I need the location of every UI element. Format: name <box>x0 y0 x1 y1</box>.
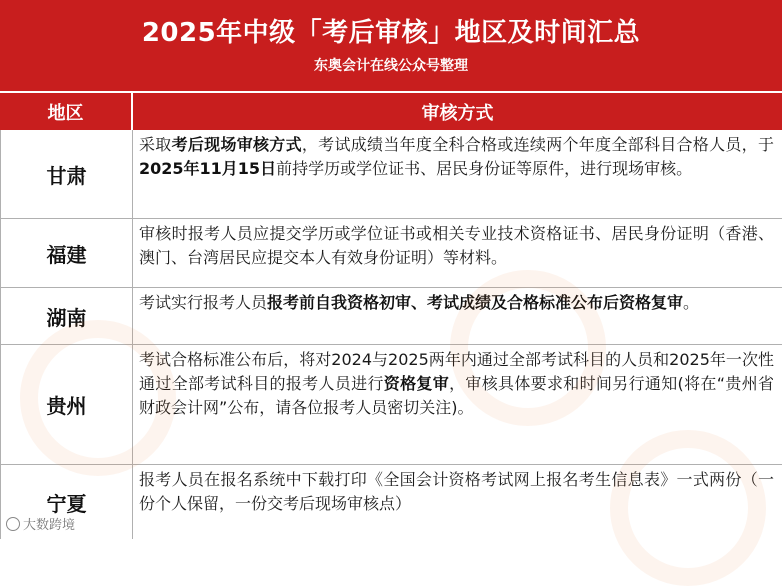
method-cell <box>139 291 774 315</box>
table-row <box>0 345 782 465</box>
method-text: ，审核具体要求和时间另行通知(将在“贵州省财政会计网”公布，请各位报考人员密切关注)。 <box>139 374 774 417</box>
column-header-method: 审核方式 <box>133 93 782 130</box>
method-text: 前持学历或学位证书、居民身份证等原件，进行现场审核。 <box>276 159 693 178</box>
region-cell: 福建 <box>0 219 133 287</box>
table-header-banner <box>0 0 782 93</box>
region-cell: 宁夏 <box>0 465 133 539</box>
region-cell: 甘肃 <box>0 130 133 218</box>
source-watermark <box>6 514 75 533</box>
method-text-emphasis: 2025年11月15日 <box>139 159 277 178</box>
table-row <box>0 219 782 288</box>
method-text: 。 <box>683 293 700 312</box>
method-cell <box>139 348 774 420</box>
method-text-emphasis: 考后现场审核方式 <box>171 135 302 154</box>
method-text: 报考人员在报名系统中下载打印《全国会计资格考试网上报名考生信息表》一式两份（一份个人保留，一份交考后现场审核点） <box>139 470 774 513</box>
method-text: ，考试成绩当年度全科合格或连续两个年度全部科目合格人员，于 <box>301 135 774 154</box>
table-row <box>0 465 782 539</box>
method-text: 考试合格标准公布后，将对2024与2025两年内通过全部考试科目的人员和2025年一次性通过全部考试科目的报考人员进行 <box>139 350 774 393</box>
method-cell <box>139 222 774 270</box>
region-cell: 湖南 <box>0 288 133 344</box>
method-text: 审核时报考人员应提交学历或学位证书或相关专业技术资格证书、居民身份证明（香港、澳门、台湾居民应提交本人有效身份证明）等材料。 <box>139 224 774 267</box>
table-row <box>0 130 782 219</box>
page-subtitle: 东奥会计在线公众号整理 <box>314 58 468 74</box>
method-cell <box>139 468 774 516</box>
brand-logo-icon <box>6 517 20 531</box>
method-text-emphasis: 报考前自我资格初审、考试成绩及合格标准公布后资格复审 <box>267 293 684 312</box>
method-text: 采取 <box>139 135 172 154</box>
page-title: 2025年中级「考后审核」地区及时间汇总 <box>141 18 641 48</box>
table-row <box>0 288 782 345</box>
column-header-region: 地区 <box>0 93 133 130</box>
method-text-emphasis: 资格复审 <box>383 374 450 393</box>
region-cell: 贵州 <box>0 345 133 464</box>
method-text: 考试实行报考人员 <box>139 293 268 312</box>
method-cell <box>139 133 774 181</box>
source-watermark-text: 大数跨境 <box>23 518 76 533</box>
